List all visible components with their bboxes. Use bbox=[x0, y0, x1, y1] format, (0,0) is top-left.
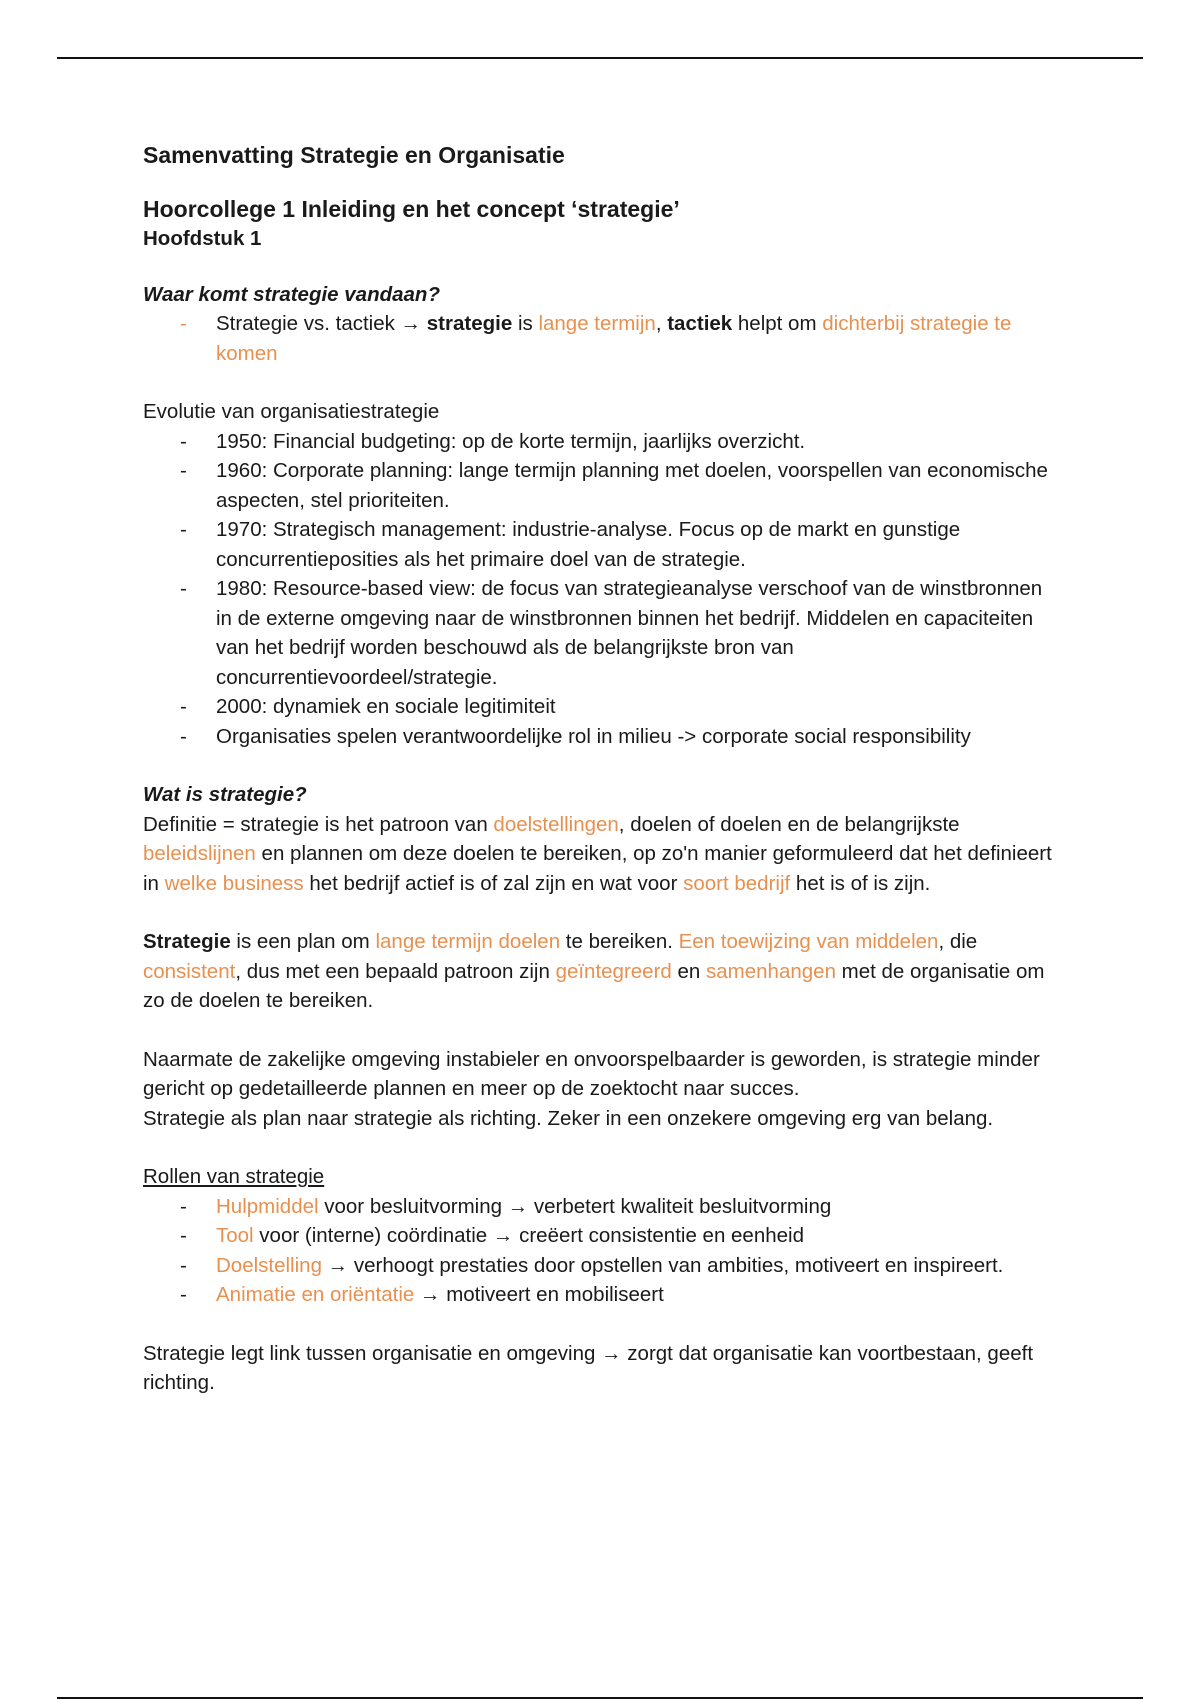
text-span: → verhoogt prestaties door opstellen van ambities, motiveert en inspireert. bbox=[321, 1253, 1004, 1277]
list-item bbox=[143, 309, 1063, 368]
bold-term: Strategie bbox=[143, 930, 231, 953]
conclusion-paragraph: Strategie legt link tussen organisatie en omgeving → zorgt dat organisatie kan voortbestaan, geeft richting. bbox=[143, 1341, 1034, 1394]
highlight-term: dichterbij strategie te komen bbox=[216, 312, 1012, 365]
bold-term: strategie bbox=[426, 312, 513, 335]
text-span: , die bbox=[938, 930, 978, 953]
text-span: is een plan om bbox=[230, 930, 376, 953]
highlight-term: welke business bbox=[164, 871, 304, 895]
definition-paragraph bbox=[143, 810, 1063, 899]
text-span: is bbox=[512, 312, 539, 335]
highlight-term: geïntegreerd bbox=[555, 959, 672, 983]
highlight-term: beleidslijnen bbox=[143, 842, 256, 865]
text-span: Definitie = strategie is het patroon van bbox=[143, 812, 494, 836]
text-span: → motiveert en mobiliseert bbox=[414, 1283, 664, 1306]
document-title: Samenvatting Strategie en Organisatie bbox=[143, 142, 565, 168]
highlight-term: Doelstelling bbox=[216, 1253, 322, 1277]
text-span: Strategie vs. tactiek → bbox=[216, 312, 427, 335]
bottom-rule bbox=[57, 1697, 1143, 1699]
list-item bbox=[143, 1192, 1063, 1222]
text-span: met de organisatie om zo de doelen te bereiken. bbox=[143, 959, 1045, 1012]
highlight-term: Een toewijzing van middelen bbox=[678, 930, 939, 953]
roles-heading: Rollen van strategie bbox=[143, 1165, 325, 1188]
list-item bbox=[143, 1280, 1063, 1310]
text-span: , bbox=[655, 312, 668, 335]
highlight-term: samenhangen bbox=[706, 959, 836, 983]
list-item bbox=[143, 1221, 1063, 1251]
plan-paragraph bbox=[143, 927, 1063, 1016]
origin-heading: Waar komt strategie vandaan? bbox=[143, 282, 440, 306]
list-item bbox=[143, 1251, 1063, 1281]
highlight-term: consistent bbox=[143, 959, 236, 983]
list-item: - 1980: Resource-based view: de focus van strategieanalyse verschoof van de winstbronnen in de externe omgeving naar de winstbronnen binnen het bedrijf. Middelen en capaciteiten van het bedrijf worden beschouwd als de belangrijkste bron van concurrentievoordeel/strategie. bbox=[143, 574, 1063, 692]
highlight-term: doelstellingen bbox=[493, 812, 619, 836]
roles-list bbox=[143, 1192, 1063, 1310]
chapter-label: Hoofdstuk 1 bbox=[143, 227, 262, 250]
document-body bbox=[143, 140, 1063, 1398]
text-span: te bereiken. bbox=[560, 930, 679, 953]
text-span: het bedrijf actief is of zal zijn en wat voor bbox=[303, 871, 684, 895]
highlight-term: Animatie en oriëntatie bbox=[216, 1283, 415, 1306]
list-item: - 1950: Financial budgeting: op de korte termijn, jaarlijks overzicht. bbox=[143, 427, 1063, 457]
highlight-term: lange termijn doelen bbox=[375, 930, 561, 953]
list-item: - Organisaties spelen verantwoordelijke rol in milieu -> corporate social responsibility bbox=[143, 722, 1063, 752]
text-span: voor (interne) coördinatie → creëert consistentie en eenheid bbox=[253, 1224, 804, 1247]
evolution-list bbox=[143, 427, 1063, 752]
text-span: en bbox=[671, 959, 707, 983]
text-span: , dus met een bepaald patroon zijn bbox=[235, 959, 556, 983]
highlight-term: soort bedrijf bbox=[683, 871, 791, 895]
lecture-title: Hoorcollege 1 Inleiding en het concept ‘strategie’ bbox=[143, 196, 680, 222]
list-item: - 1960: Corporate planning: lange termijn planning met doelen, voorspellen van economische aspecten, stel prioriteiten. bbox=[143, 456, 1063, 515]
highlight-term: lange termijn bbox=[538, 312, 656, 335]
top-rule bbox=[57, 57, 1143, 59]
environment-paragraph-line1: Naarmate de zakelijke omgeving instabieler en onvoorspelbaarder is geworden, is strategie minder gericht op gedetailleerde plannen en meer op de zoektocht naar succes. bbox=[143, 1047, 1040, 1100]
origin-list bbox=[143, 309, 1063, 368]
bold-term: tactiek bbox=[667, 312, 733, 335]
highlight-term: Tool bbox=[216, 1224, 254, 1247]
highlight-term: Hulpmiddel bbox=[216, 1194, 319, 1218]
text-span: , doelen of doelen en de belangrijkste bbox=[618, 812, 960, 836]
what-heading: Wat is strategie? bbox=[143, 783, 307, 806]
list-item: - 2000: dynamiek en sociale legitimiteit bbox=[143, 692, 1063, 722]
text-span: voor besluitvorming → verbetert kwaliteit besluitvorming bbox=[318, 1194, 832, 1218]
evolution-heading: Evolutie van organisatiestrategie bbox=[143, 400, 440, 423]
text-span: helpt om bbox=[732, 312, 823, 335]
text-span: en plannen om deze doelen te bereiken, op zo'n manier geformuleerd dat het definieert in bbox=[143, 842, 1052, 895]
list-item: - 1970: Strategisch management: industrie-analyse. Focus op de markt en gunstige concurrentieposities als het primaire doel van de strategie. bbox=[143, 515, 1063, 574]
environment-paragraph-line2: Strategie als plan naar strategie als richting. Zeker in een onzekere omgeving erg van belang. bbox=[143, 1106, 994, 1130]
text-span: het is of is zijn. bbox=[790, 871, 931, 895]
